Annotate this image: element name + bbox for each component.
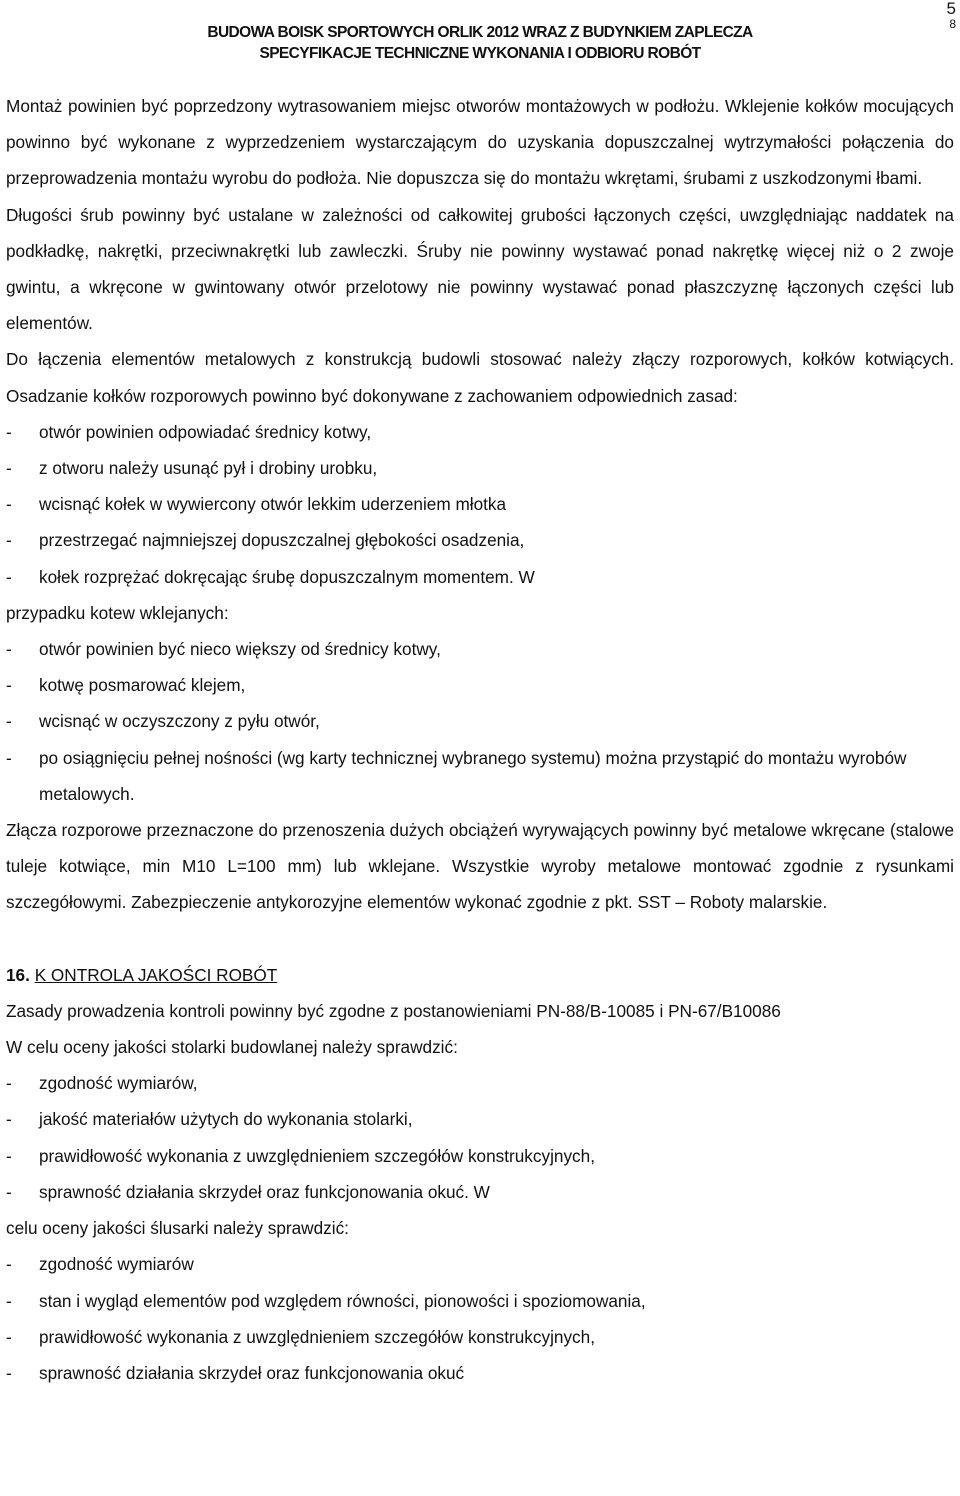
list-dash: -	[6, 458, 12, 479]
list-item-text: kołek rozprężać dokręcając śrubę dopuszczalnym momentem. W	[39, 566, 535, 587]
list-item	[6, 740, 954, 812]
header-line-2: SPECYFIKACJE TECHNICZNE WYKONANIA I ODBIORU ROBÓT	[259, 45, 701, 62]
list-dash: -	[6, 639, 12, 660]
paragraph-6: W celu oceny jakości stolarki budowlanej należy sprawdzić:	[6, 1037, 458, 1058]
section-number: 16.	[6, 964, 30, 985]
list-item-text: jakość materiałów użytych do wykonania stolarki,	[39, 1109, 413, 1130]
list-item-text: prawidłowość wykonania z uwzględnieniem szczegółów konstrukcyjnych,	[39, 1326, 595, 1347]
list-item	[6, 1138, 954, 1174]
list-item-text: po osiągnięciu pełnej nośności (wg karty technicznej wybranego systemu) można przystąpić do montażu wyrobów metalowych.	[39, 747, 907, 804]
list-dash: -	[6, 1254, 12, 1275]
section-title: K ONTROLA JAKOŚCI ROBÓT	[34, 964, 278, 985]
list-item	[6, 703, 954, 739]
list-dash: -	[6, 675, 12, 696]
paragraph-5: Zasady prowadzenia kontroli powinny być zgodne z postanowieniami PN-88/B-10085 i PN-67/B10086	[6, 1000, 781, 1021]
list-item	[6, 1101, 954, 1137]
paragraph-3: Do łączenia elementów metalowych z konstrukcją budowli stosować należy złączy rozporowych, kołków kotwiących. Osadzanie kołków rozporowych powinno być dokonywane z zachowaniem odpowiednich zasad:	[6, 349, 954, 406]
list-dash: -	[6, 1073, 12, 1094]
list-item-text: kotwę posmarować klejem,	[39, 675, 246, 696]
page-number-sub: 8	[949, 17, 956, 31]
header-line-1: BUDOWA BOISK SPORTOWYCH ORLIK 2012 WRAZ Z BUDYNKIEM ZAPLECZA	[207, 24, 753, 41]
list-item	[6, 631, 954, 667]
list-item	[6, 1283, 954, 1319]
list-dash: -	[6, 1326, 12, 1347]
list-item-text: z otworu należy usunąć pył i drobiny urobku,	[39, 458, 378, 479]
list-item	[6, 522, 954, 558]
list-item	[6, 1355, 954, 1391]
page-number-main: 5	[946, 0, 956, 18]
list-dash: -	[6, 494, 12, 515]
list-item	[6, 486, 954, 522]
list-item	[6, 667, 954, 703]
list-item-text: stan i wygląd elementów pod względem równości, pionowości i spoziomowania,	[39, 1290, 646, 1311]
list-item-text: wcisnąć w oczyszczony z pyłu otwór,	[39, 711, 320, 732]
list-item	[6, 1319, 954, 1355]
list-item-text: otwór powinien odpowiadać średnicy kotwy,	[39, 421, 372, 442]
list-item-text: sprawność działania skrzydeł oraz funkcjonowania okuć	[39, 1362, 465, 1383]
list-item-text: wcisnąć kołek w wywiercony otwór lekkim uderzeniem młotka	[39, 494, 507, 515]
paragraph-1: Montaż powinien być poprzedzony wytrasowaniem miejsc otworów montażowych w podłożu. Wklejenie kołków mocujących powinno być wykonane z wyprzedzeniem wystarczającym do uzyskania dopuszczalnej wytrzymałości połączenia do przeprowadzenia montażu wyrobu do podłoża. Nie dopuszcza się do montażu wkrętami, śrubami z uszkodzonymi łbami.	[6, 96, 954, 189]
list-dash: -	[6, 1290, 12, 1311]
list-dash: -	[6, 711, 12, 732]
list-item-text: zgodność wymiarów	[39, 1254, 194, 1275]
list-item	[6, 414, 954, 450]
list-dash: -	[6, 421, 12, 442]
list-item-text: sprawność działania skrzydeł oraz funkcjonowania okuć. W	[39, 1181, 490, 1202]
spacer	[6, 921, 954, 957]
list-item-text: prawidłowość wykonania z uwzględnieniem szczegółów konstrukcyjnych,	[39, 1145, 595, 1166]
list-dash: -	[6, 1362, 12, 1383]
list-item	[6, 1246, 954, 1282]
document-header	[0, 22, 960, 64]
document-body	[6, 88, 954, 1391]
list-dash: -	[6, 530, 12, 551]
list-item-text: zgodność wymiarów,	[39, 1073, 198, 1094]
list-dash: -	[6, 1145, 12, 1166]
section-heading	[6, 957, 954, 993]
list-tail-text: celu oceny jakości ślusarki należy sprawdzić:	[6, 1218, 349, 1239]
list-dash: -	[6, 1181, 12, 1202]
list-item	[6, 559, 954, 595]
list-dash: -	[6, 566, 12, 587]
list-tail-text: przypadku kotew wklejanych:	[6, 602, 229, 623]
list-item	[6, 1174, 954, 1210]
list-item-text: otwór powinien być nieco większy od średnicy kotwy,	[39, 639, 441, 660]
list-dash: -	[6, 747, 12, 768]
paragraph-4: Złącza rozporowe przeznaczone do przenoszenia dużych obciążeń wyrywających powinny być metalowe wkręcane (stalowe tuleje kotwiące, min M10 L=100 mm) lub wklejane. Wszystkie wyroby metalowe montować zgodnie z rysunkami szczegółowymi. Zabezpieczenie antykorozyjne elementów wykonać zgodnie z pkt. SST – Roboty malarskie.	[6, 820, 954, 913]
list-dash: -	[6, 1109, 12, 1130]
list-item-text: przestrzegać najmniejszej dopuszczalnej głębokości osadzenia,	[39, 530, 525, 551]
list-item	[6, 450, 954, 486]
list-item	[6, 1065, 954, 1101]
paragraph-2: Długości śrub powinny być ustalane w zależności od całkowitej grubości łączonych części, uwzględniając naddatek na podkładkę, nakrętki, przeciwnakrętki lub zawleczki. Śruby nie powinny wystawać ponad nakrętkę więcej niż o 2 zwoje gwintu, a wkręcone w gwintowany otwór przelotowy nie powinny wystawać ponad płaszczyznę łączonych części lub elementów.	[6, 204, 954, 334]
